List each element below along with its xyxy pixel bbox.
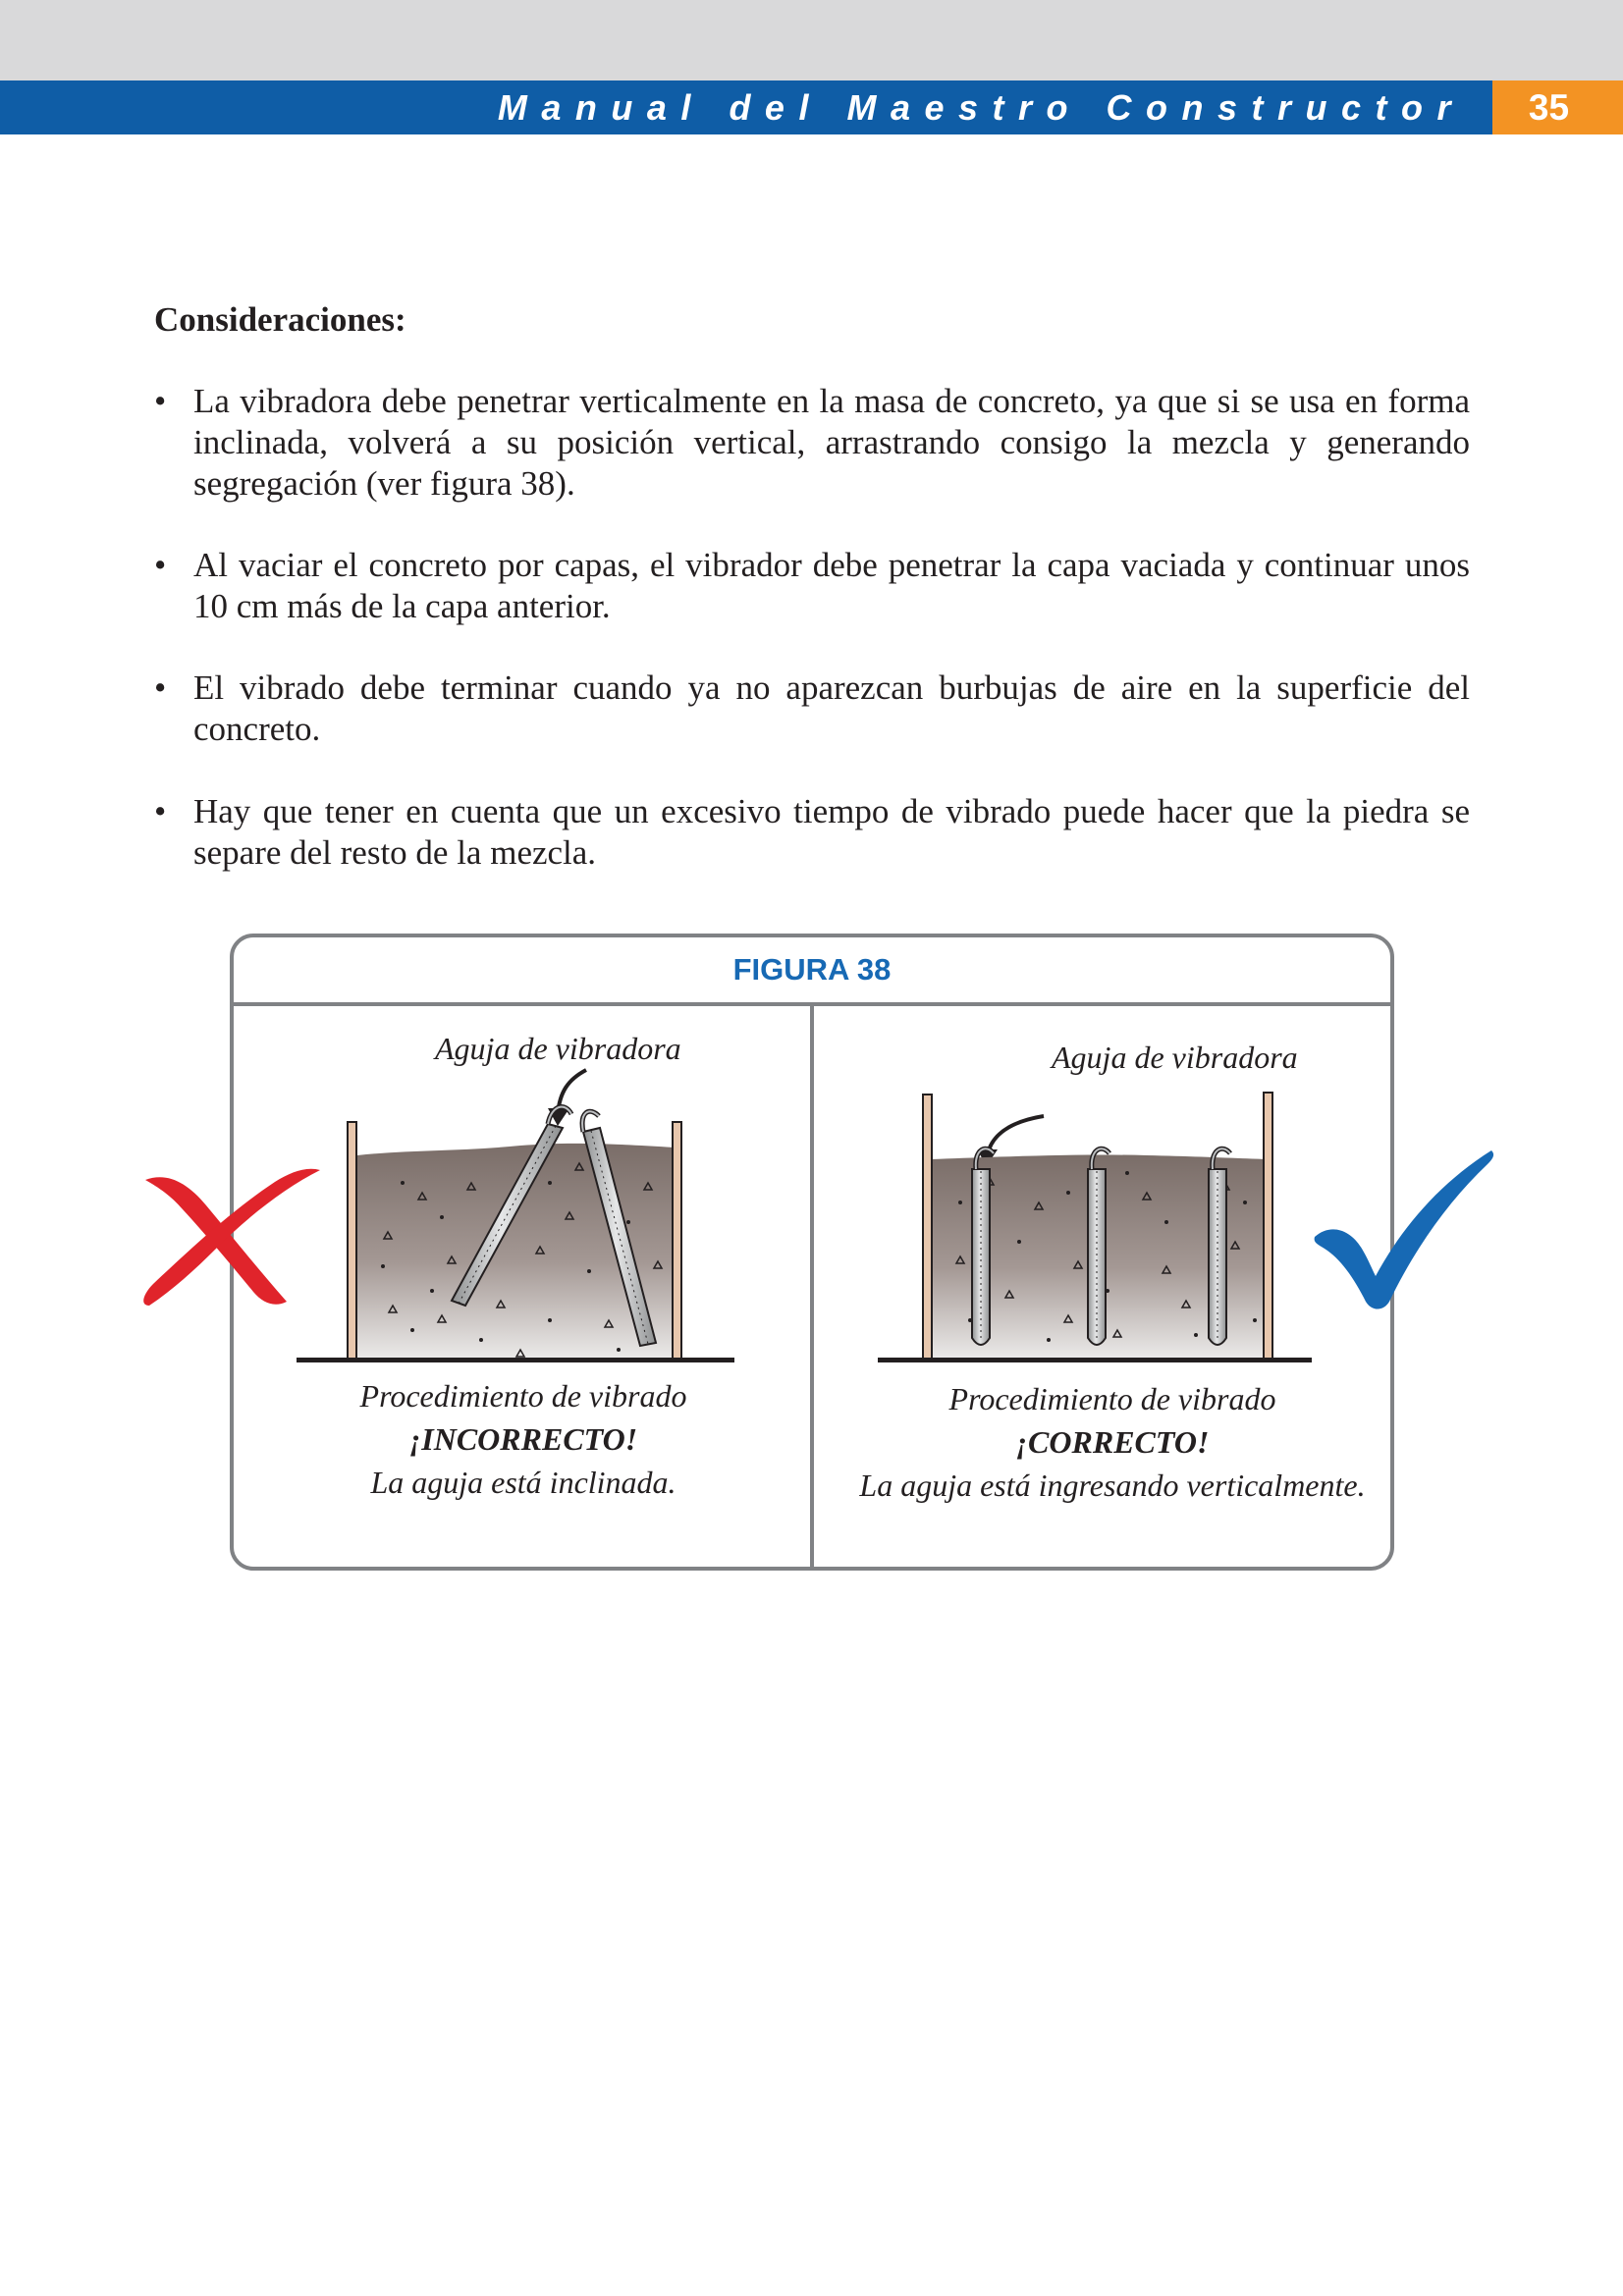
bullet-item	[154, 381, 1470, 505]
figure-divider-vertical	[810, 1002, 814, 1571]
bullet-item	[154, 545, 1470, 627]
bullet-item	[154, 667, 1470, 750]
bullet-dot: •	[154, 668, 167, 707]
right-caption-line1: Procedimiento de vibrado	[948, 1381, 1276, 1416]
bullet-dot: •	[154, 382, 167, 420]
figure-title: FIGURA 38	[732, 952, 892, 987]
correct-vibration-illustration	[872, 1065, 1314, 1364]
bullet-text: Al vaciar el concreto por capas, el vibrador debe penetrar la capa vaciada y continuar unos 10 cm más de la capa anterior.	[193, 546, 1470, 625]
left-caption	[248, 1374, 798, 1504]
right-caption	[823, 1377, 1402, 1507]
incorrect-vibration-illustration	[295, 1065, 736, 1364]
page-number: 35	[1528, 87, 1570, 128]
left-caption-line3: La aguja está inclinada.	[370, 1465, 676, 1500]
bullet-text: Hay que tener en cuenta que un excesivo tiempo de vibrado puede hacer que la piedra se separe del resto de la mezcla.	[193, 792, 1470, 872]
right-caption-line3: La aguja está ingresando verticalmente.	[859, 1468, 1366, 1503]
header-bar	[0, 80, 1492, 134]
cross-mark-icon	[137, 1158, 324, 1315]
check-mark-icon	[1311, 1147, 1497, 1313]
header-title: Manual del Maestro Constructor	[497, 87, 1465, 128]
bullet-text: La vibradora debe penetrar verticalmente en la masa de concreto, ya que si se usa en forma inclinada, volverá a su posición vertical, arrastrando consigo la mezcla y generando segregación (ver figura 38).	[193, 382, 1470, 503]
page-number-box	[1492, 80, 1623, 134]
top-margin-band	[0, 0, 1623, 80]
section-title: Consideraciones:	[154, 300, 406, 339]
bullet-dot: •	[154, 546, 167, 584]
bullet-dot: •	[154, 792, 167, 830]
right-caption-verdict: ¡CORRECTO!	[1015, 1424, 1210, 1460]
left-needle-label: Aguja de vibradora	[435, 1031, 681, 1066]
left-caption-line1: Procedimiento de vibrado	[359, 1378, 687, 1414]
bullet-text: El vibrado debe terminar cuando ya no aparezcan burbujas de aire en la superficie del concreto.	[193, 668, 1470, 748]
right-needle-label: Aguja de vibradora	[1052, 1040, 1298, 1075]
bullet-item	[154, 791, 1470, 874]
left-caption-verdict: ¡INCORRECTO!	[408, 1421, 638, 1457]
